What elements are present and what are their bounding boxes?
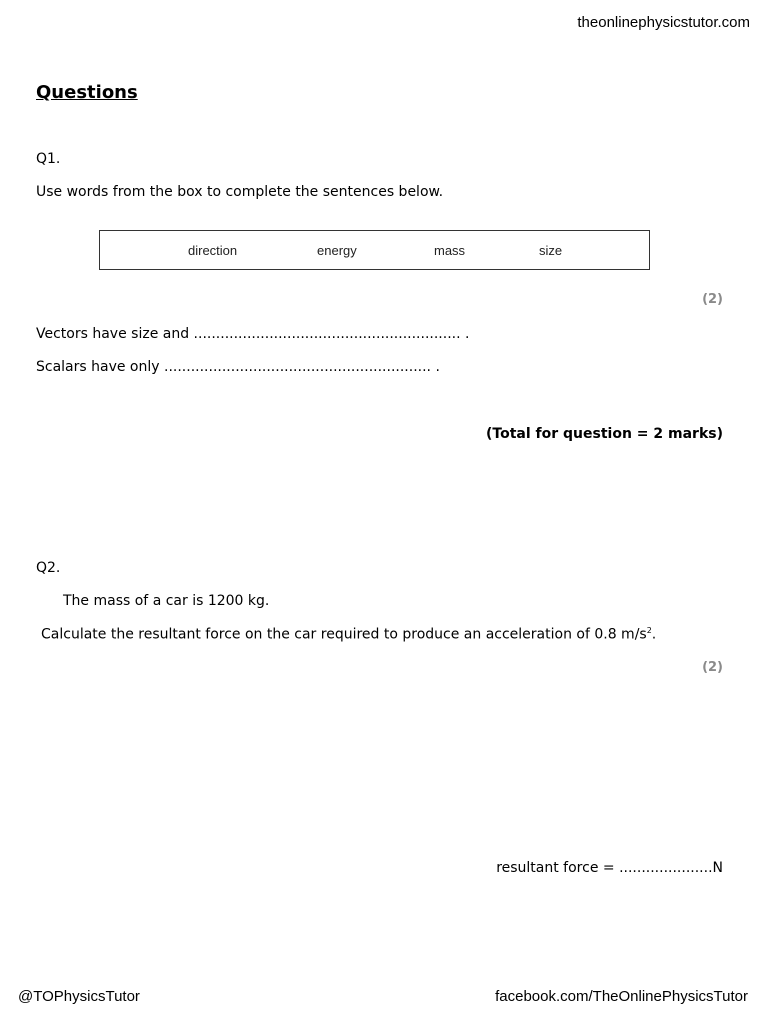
word-box-item: energy bbox=[317, 243, 357, 258]
q1-number: Q1. bbox=[36, 151, 61, 167]
word-box bbox=[99, 230, 650, 270]
q2-instruction bbox=[41, 626, 656, 643]
footer-twitter: @TOPhysicsTutor bbox=[18, 988, 140, 1005]
q2-number: Q2. bbox=[36, 560, 61, 576]
word-box-item: size bbox=[539, 243, 563, 258]
q2-marks: (2) bbox=[702, 660, 723, 675]
header-site-name: theonlinephysicstutor.com bbox=[577, 14, 750, 31]
word-box-item: mass bbox=[434, 243, 466, 258]
q1-total-marks: (Total for question = 2 marks) bbox=[486, 426, 723, 442]
page-heading: Questions bbox=[36, 82, 138, 103]
q2-car-mass: The mass of a car is 1200 kg. bbox=[63, 593, 270, 609]
q2-answer-line: resultant force = .....................N bbox=[496, 860, 723, 876]
word-box-item: direction bbox=[188, 243, 238, 258]
q1-sentence-scalars: Scalars have only ............................................................ . bbox=[36, 359, 440, 375]
q2-exponent: 2 bbox=[646, 626, 652, 635]
q2-instruction-text: Calculate the resultant force on the car required to produce an acceleration of 0.8 m/s bbox=[41, 626, 647, 643]
footer-facebook: facebook.com/TheOnlinePhysicsTutor bbox=[495, 988, 748, 1005]
q1-marks: (2) bbox=[702, 292, 723, 307]
q1-sentence-vectors: Vectors have size and ............................................................ . bbox=[36, 326, 470, 342]
q1-instruction: Use words from the box to complete the sentences below. bbox=[36, 184, 444, 200]
q2-instruction-end: . bbox=[651, 626, 657, 643]
